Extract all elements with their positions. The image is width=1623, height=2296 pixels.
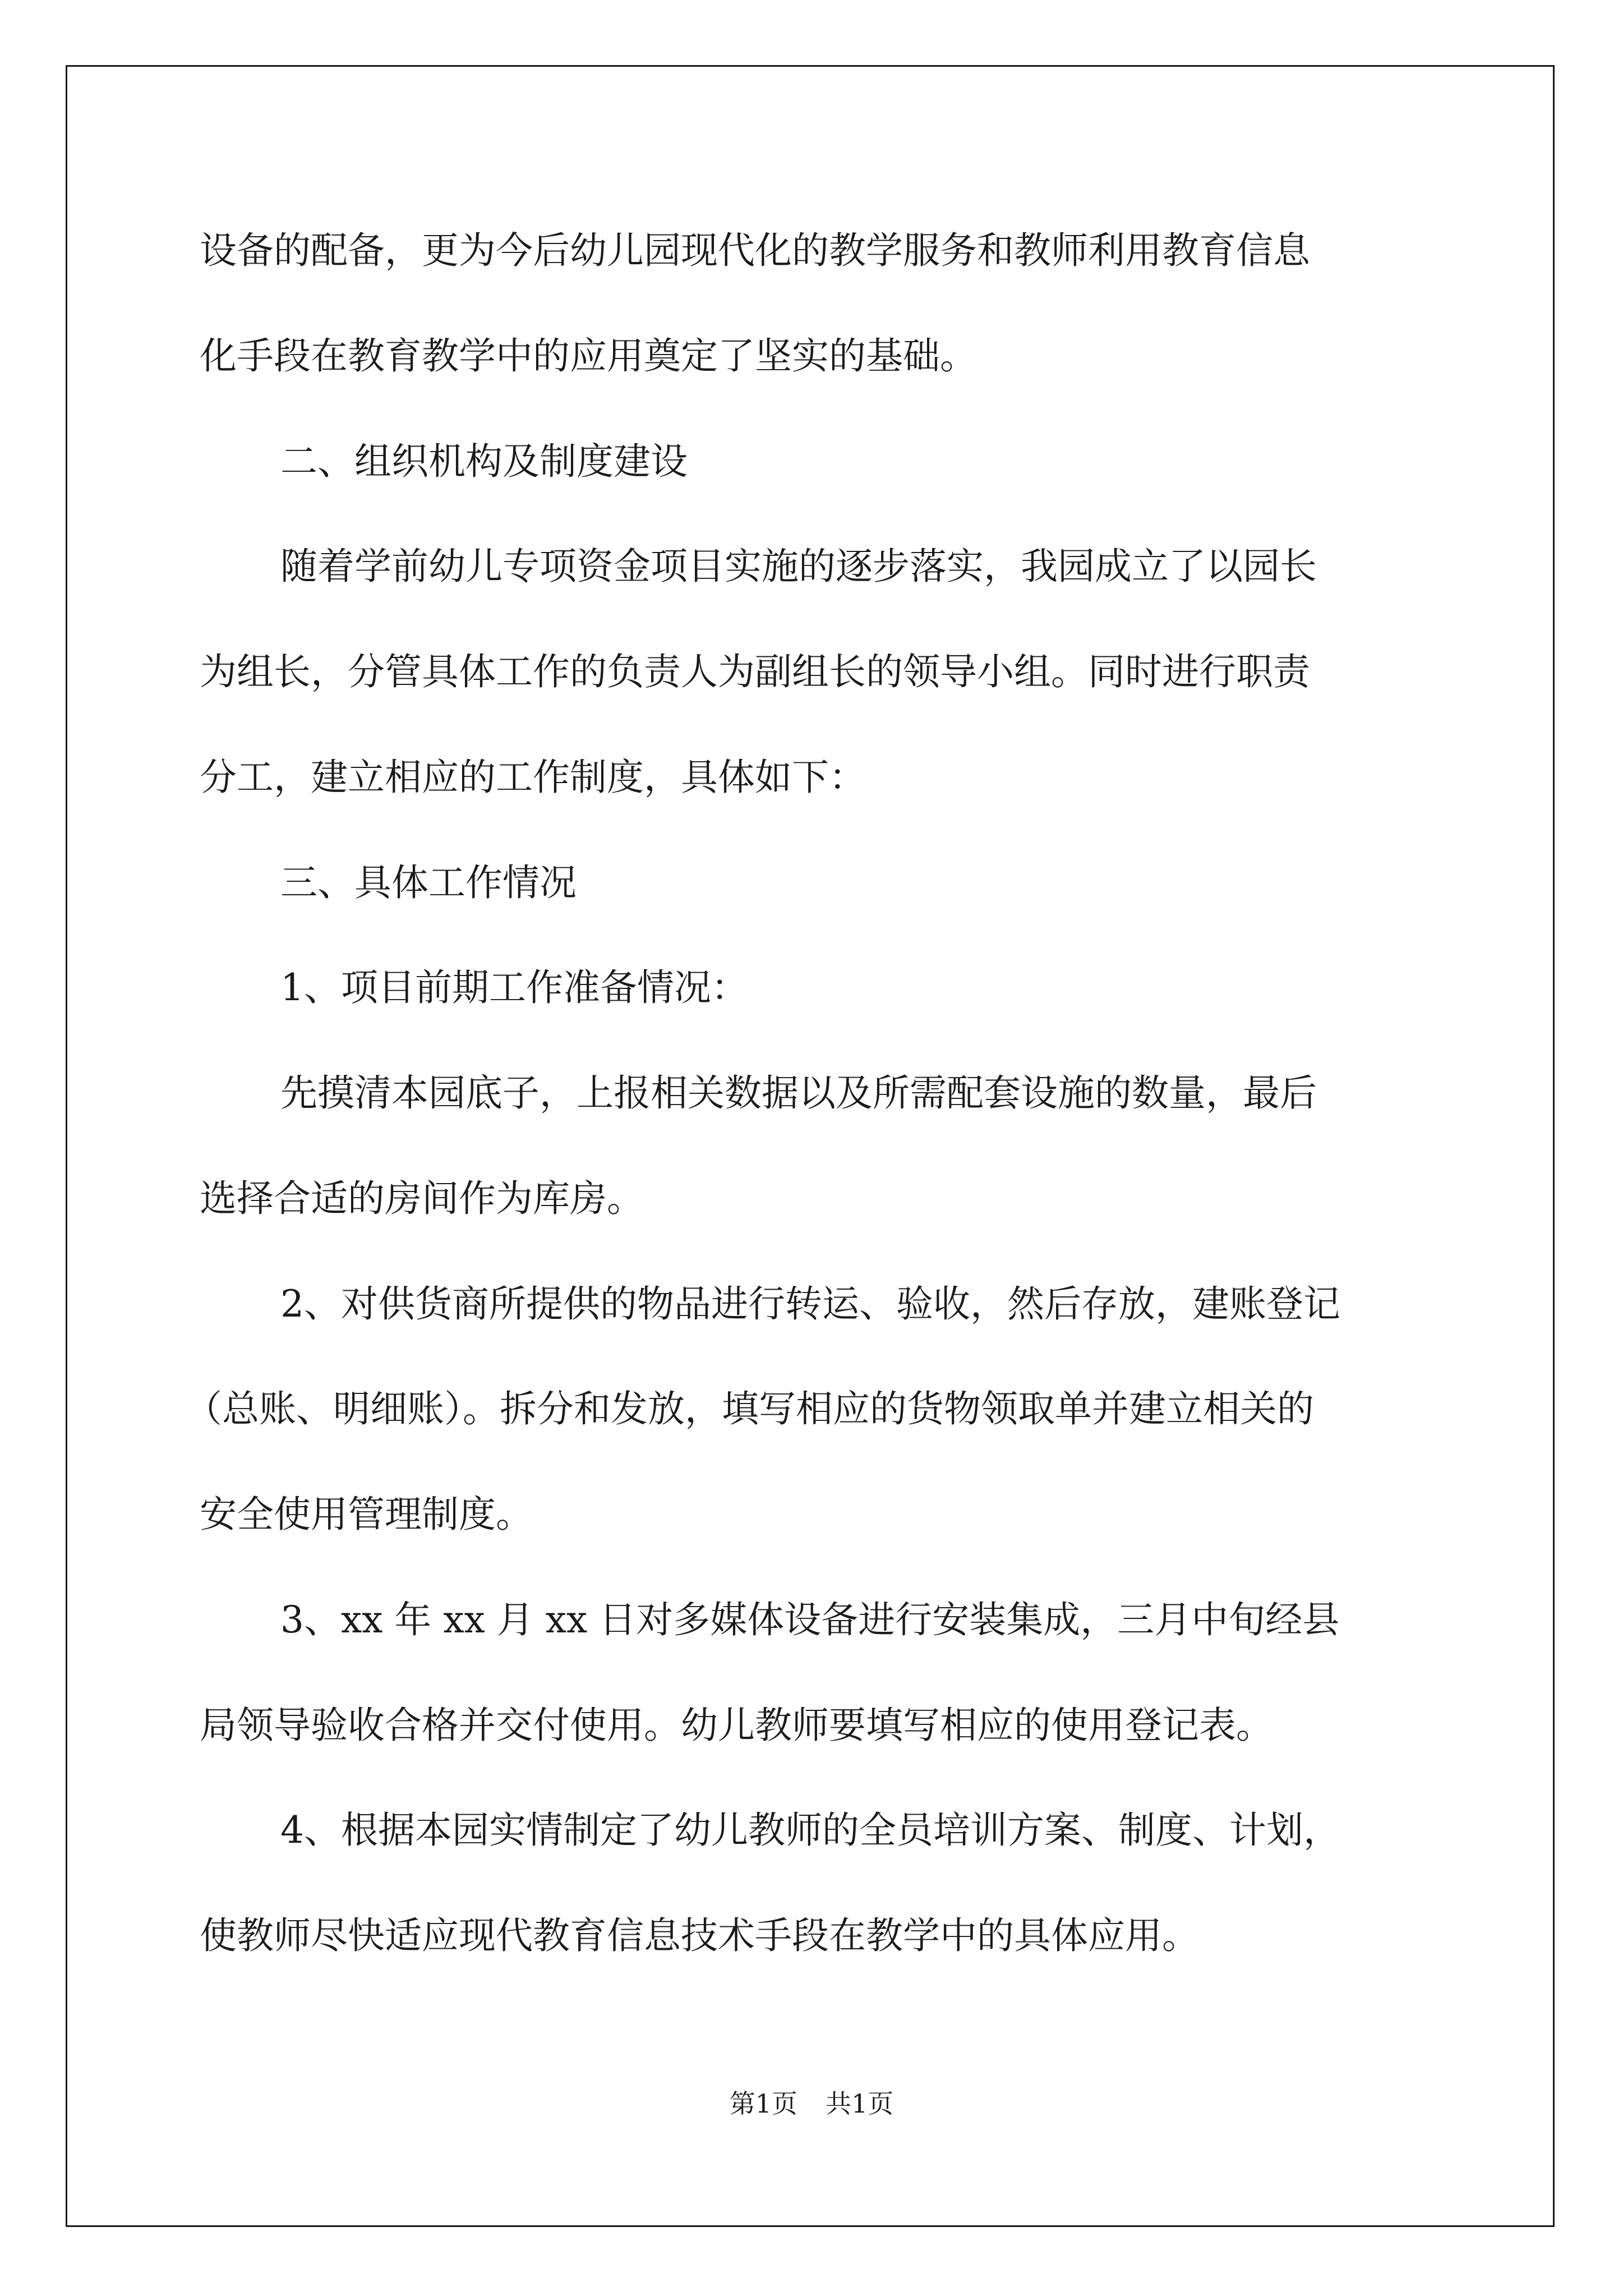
page-footer bbox=[0, 2087, 1623, 2120]
body-line: 选择合适的房间作为库房。 bbox=[200, 1177, 644, 1220]
section-heading: 二、组织机构及制度建设 bbox=[280, 440, 688, 483]
page-number: 第1页 bbox=[729, 2088, 797, 2119]
body-line: 2、对供货商所提供的物品进行转运、验收，然后存放，建账登记 bbox=[280, 1282, 1340, 1326]
body-line: 安全使用管理制度。 bbox=[200, 1493, 533, 1536]
subsection-heading: 1、项目前期工作准备情况： bbox=[280, 966, 748, 1009]
body-line: 局领导验收合格并交付使用。幼儿教师要填写相应的使用登记表。 bbox=[200, 1704, 1273, 1747]
body-line: 设备的配备，更为今后幼儿园现代化的教学服务和教师利用教育信息 bbox=[200, 229, 1310, 272]
page-total: 共1页 bbox=[826, 2088, 894, 2119]
body-line: 先摸清本园底子，上报相关数据以及所需配套设施的数量，最后 bbox=[280, 1071, 1317, 1115]
body-line: 随着学前幼儿专项资金项目实施的逐步落实，我园成立了以园长 bbox=[280, 545, 1317, 588]
body-line: 分工，建立相应的工作制度，具体如下： bbox=[200, 756, 866, 799]
page-border bbox=[66, 65, 1555, 2227]
body-line: 使教师尽快适应现代教育信息技术手段在教学中的具体应用。 bbox=[200, 1914, 1199, 1957]
section-heading: 三、具体工作情况 bbox=[280, 861, 577, 904]
body-line: 3、xx 年 xx 月 xx 日对多媒体设备进行安装集成，三月中旬经县 bbox=[280, 1598, 1340, 1641]
body-line: 4、根据本园实情制定了幼儿教师的全员培训方案、制度、计划， bbox=[280, 1809, 1340, 1852]
body-line: 为组长，分管具体工作的负责人为副组长的领导小组。同时进行职责 bbox=[200, 650, 1310, 693]
body-line: 化手段在教育教学中的应用奠定了坚实的基础。 bbox=[200, 334, 977, 378]
body-line: （总账、明细账）。拆分和发放，填写相应的货物领取单并建立相关的 bbox=[185, 1387, 1314, 1430]
